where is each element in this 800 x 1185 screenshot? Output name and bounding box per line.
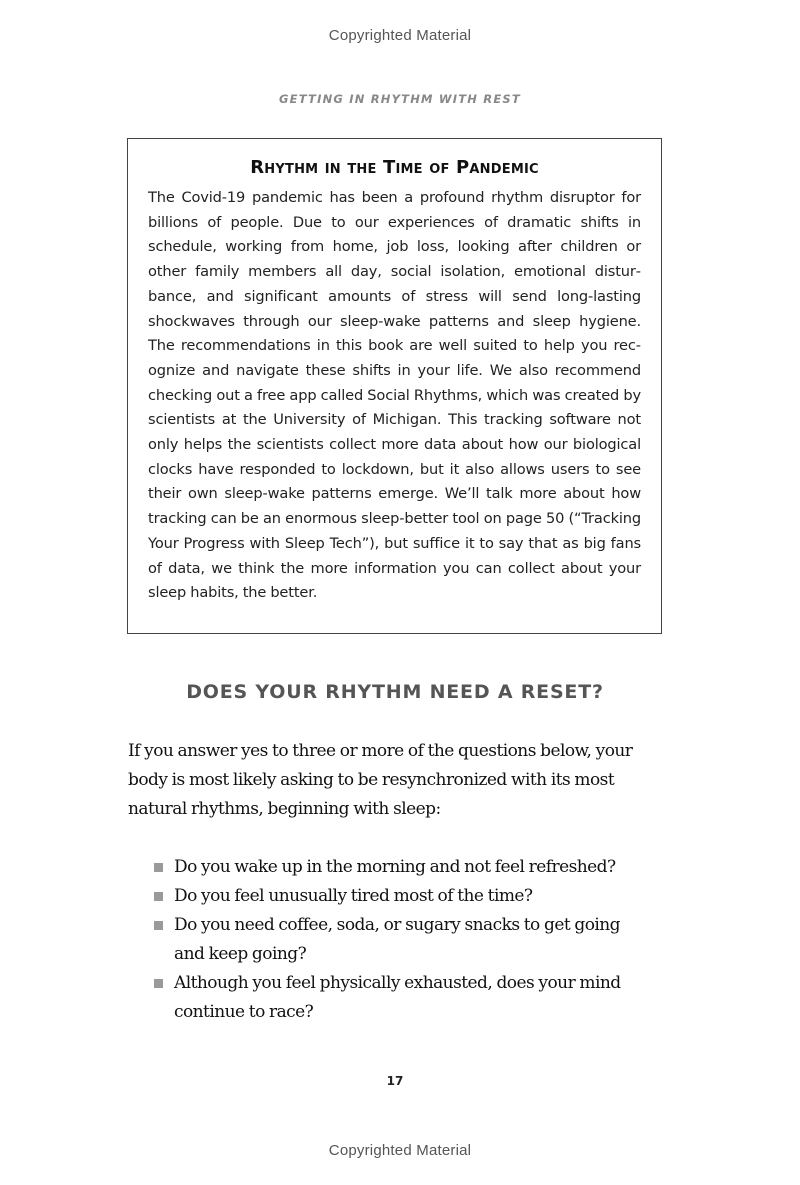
copyright-watermark-bottom: Copyrighted Material (328, 1142, 472, 1159)
running-head: GETTING IN RHYTHM WITH REST (279, 92, 521, 106)
sidebar-box (127, 138, 662, 634)
question-text: Although you feel physically exhausted, does your mind continue to race? (174, 973, 621, 1022)
question-text: Do you feel unusually tired most of the time? (174, 886, 533, 906)
sidebar-title: Rhythm in the Time of Pandemic (250, 157, 539, 178)
question-text: Do you wake up in the morning and not feel refreshed? (174, 857, 616, 877)
square-bullet-icon (154, 921, 163, 930)
sidebar-body: The Covid-19 pandemic has been a profound rhythm disruptor for billions of people. Due to our experiences of dramatic shifts in schedule, working from home, job loss, looking after children or other family members all day, social isolation, emotional disturbance, and significant amounts of stress will send long-lasting shockwaves through our sleep-wake patterns and sleep hygiene. The recommendations in this book are well suited to help you recognize and navigate these shifts in your life. We also recommend checking out a free app called Social Rhythms, which was created by scientists at the University of Michigan. This tracking software not only helps the scientists collect more data about how our biological clocks have responded to lockdown, but it also allows users to see their own sleep-wake patterns emerge. We’ll talk more about how tracking can be an enormous sleep-better tool on page 50 (“Tracking Your Progress with Sleep Tech”), but suffice it to say that as big fans of data, we think the more information you can collect about your sleep habits, the better. (148, 189, 641, 602)
question-text: Do you need coffee, soda, or sugary snacks to get going and keep going? (174, 915, 621, 964)
square-bullet-icon (154, 863, 163, 872)
list-item (154, 969, 644, 1027)
square-bullet-icon (154, 979, 163, 988)
list-item (154, 882, 644, 911)
list-item (154, 853, 644, 882)
section-heading: DOES YOUR RHYTHM NEED A RESET? (186, 681, 604, 703)
page-number: 17 (386, 1074, 404, 1088)
intro-paragraph: If you answer yes to three or more of the questions below, your body is most likely asking to be resynchronized with its most natural rhythms, beginning with sleep: (128, 741, 633, 819)
square-bullet-icon (154, 892, 163, 901)
question-list (154, 853, 644, 1027)
copyright-watermark-top: Copyrighted Material (328, 27, 472, 44)
list-item (154, 911, 644, 969)
